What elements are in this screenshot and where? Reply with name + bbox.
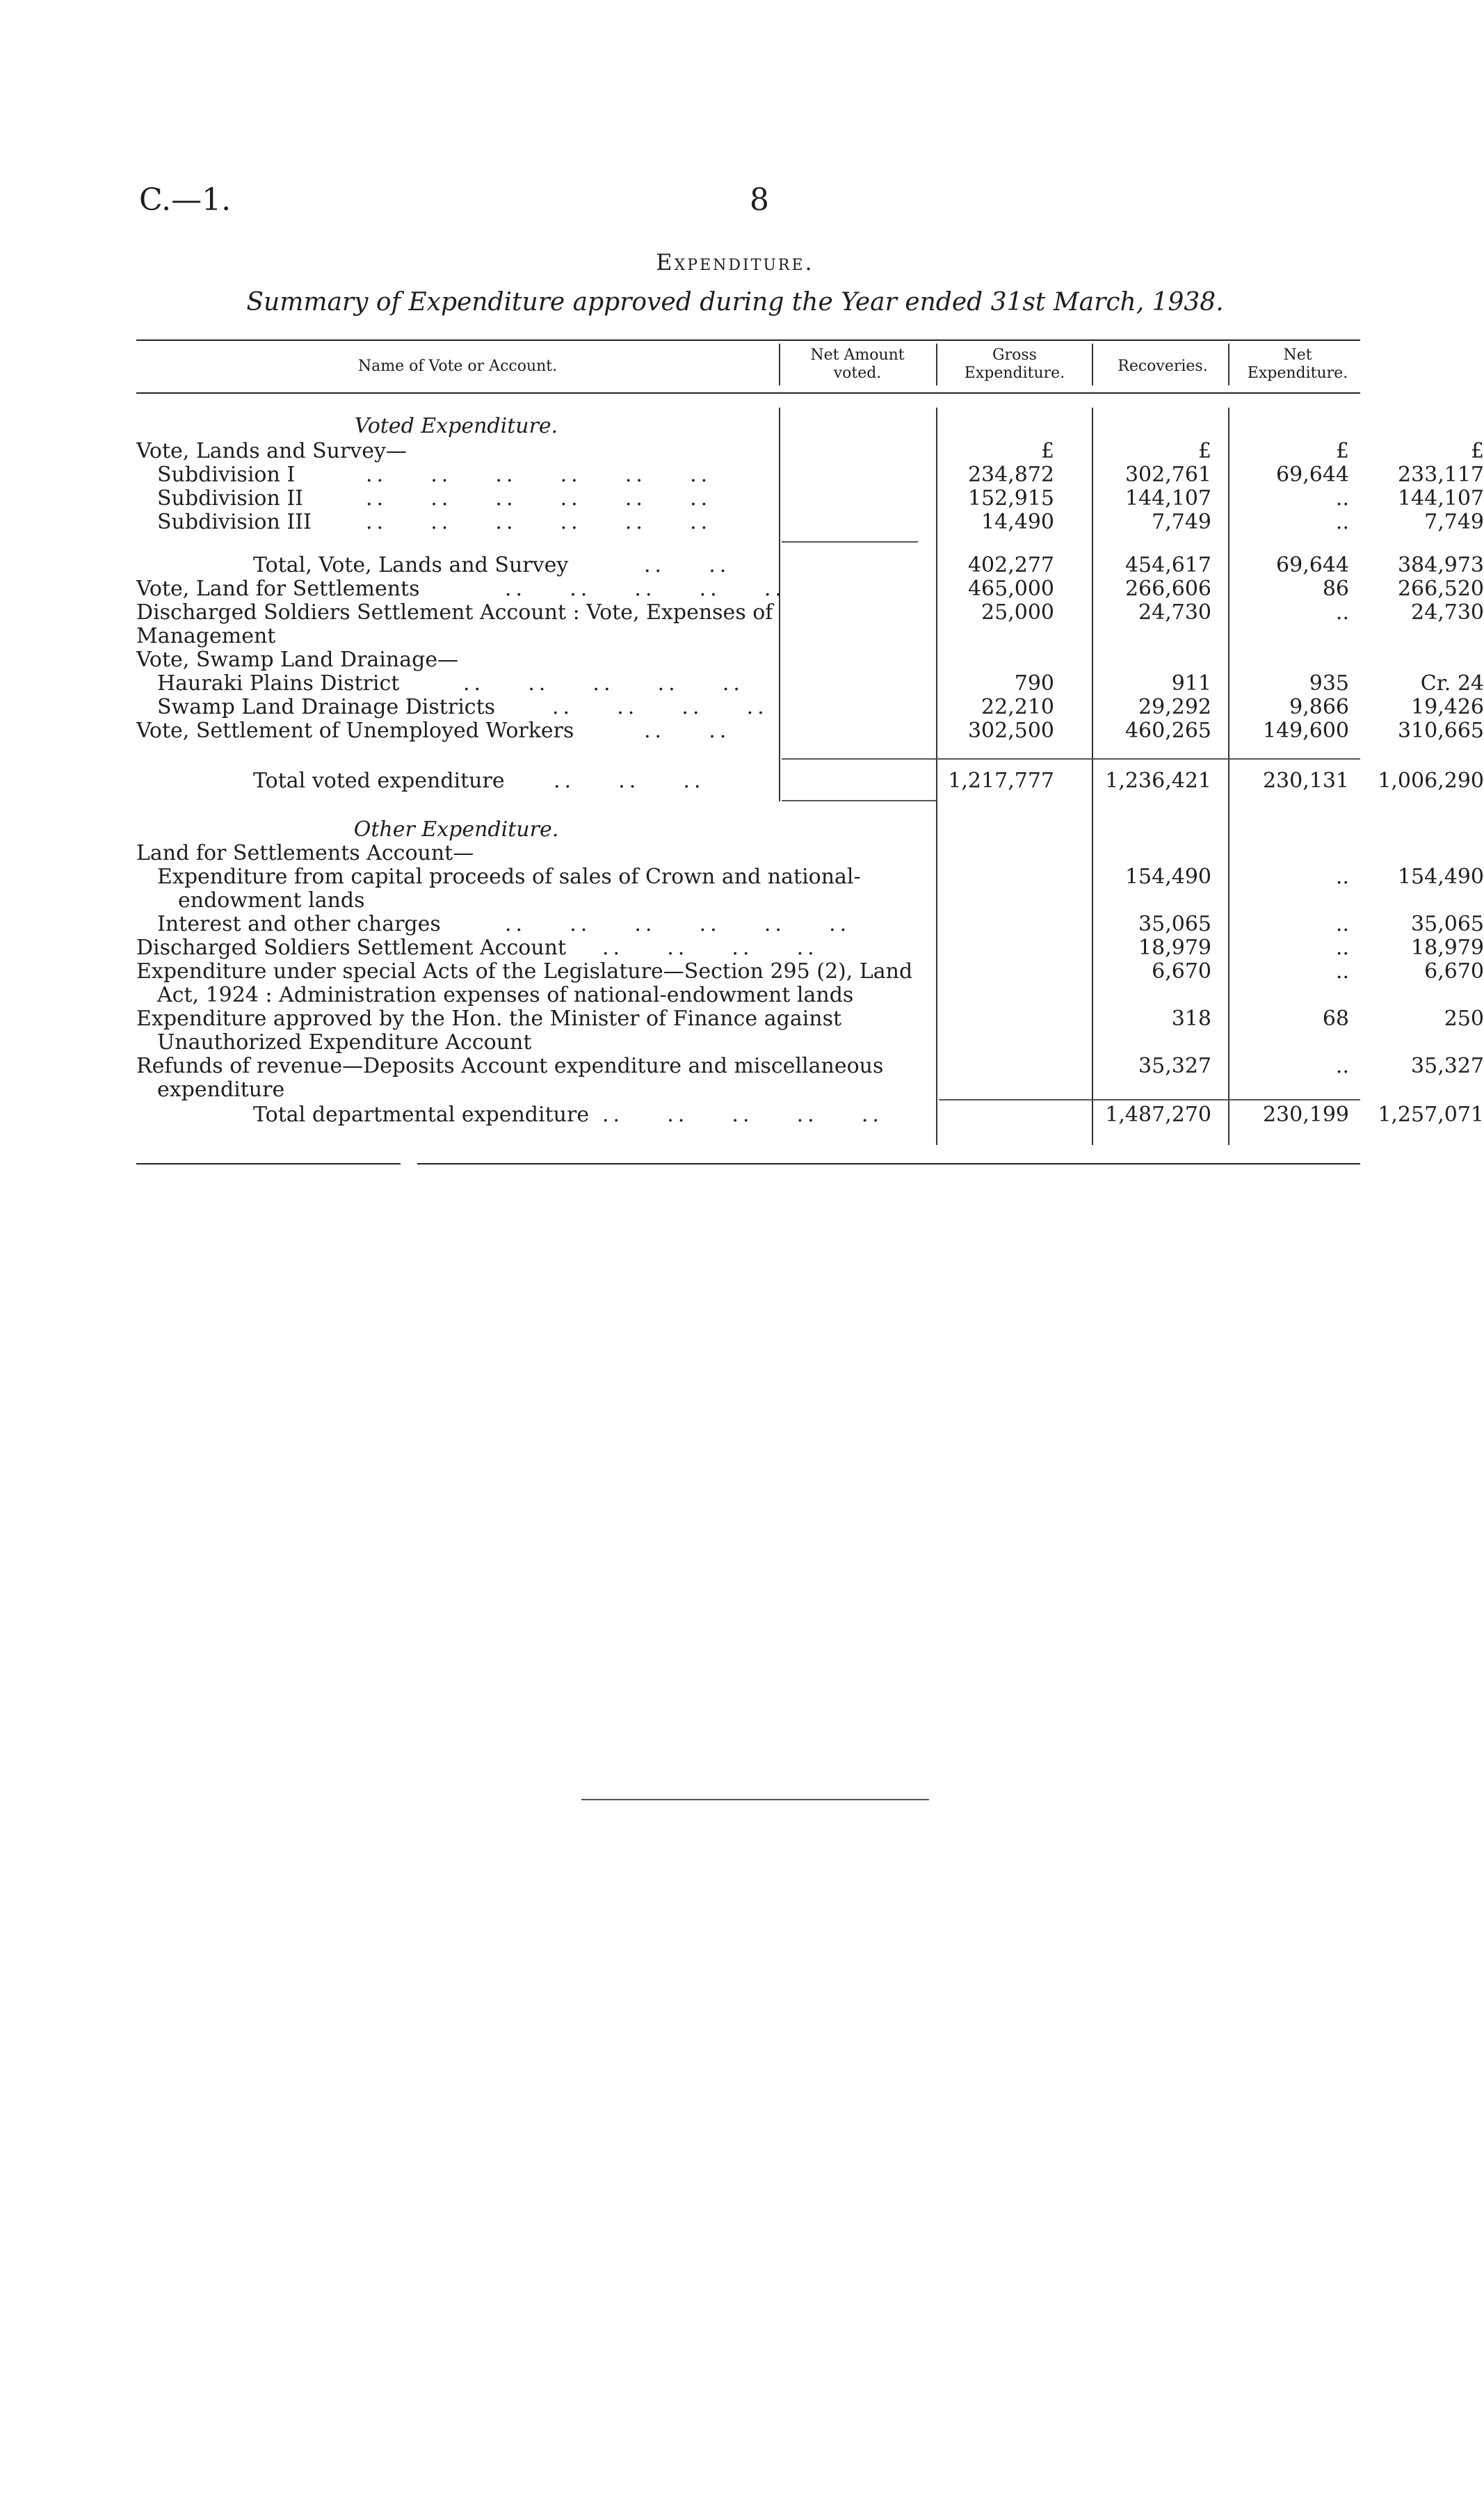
- table-row: [136, 865, 1484, 913]
- report-reference: C.—1.: [139, 182, 232, 218]
- gross-value: 266,606: [1124, 577, 1211, 601]
- recoveries-value: ..: [1335, 936, 1349, 960]
- table-row: [136, 1054, 1484, 1102]
- gross-value: 302,761: [1124, 463, 1211, 487]
- leader-dots: .. .. .. .. .. ..: [366, 463, 712, 487]
- table-row: [136, 463, 1484, 487]
- table-row: [136, 1007, 1484, 1055]
- gross-value: 460,265: [1124, 719, 1211, 743]
- net-voted-value: 234,872: [967, 463, 1054, 487]
- total-rule: [782, 758, 1360, 760]
- recoveries-value: ..: [1335, 510, 1349, 534]
- recoveries-value: ..: [1335, 486, 1349, 511]
- table-row: [136, 842, 1360, 865]
- row-label: Vote, Land for Settlements: [136, 577, 420, 601]
- page-title: Expenditure.: [656, 249, 814, 275]
- gross-value: 7,749: [1152, 510, 1211, 534]
- gross-value: 35,065: [1138, 912, 1211, 936]
- row-label: Interest and other charges: [157, 912, 441, 936]
- leader-dots: .. .. .. ..: [602, 936, 818, 960]
- net-expenditure-value: 384,973: [1397, 553, 1484, 577]
- net-expenditure-value: 250: [1444, 1007, 1484, 1031]
- column-header-net-exp-line1: Net: [1283, 346, 1312, 364]
- column-header-net-voted: [782, 346, 933, 383]
- net-expenditure-value: 310,665: [1397, 719, 1484, 743]
- net-voted-value: 152,915: [967, 486, 1054, 511]
- row-label: Subdivision I: [157, 463, 296, 487]
- column-rule-2-header: [936, 344, 937, 385]
- gross-value: 29,292: [1138, 695, 1211, 719]
- other-heading-row: [136, 818, 1360, 842]
- net-expenditure-value: 18,979: [1411, 936, 1484, 960]
- table-row: [136, 912, 1484, 936]
- leader-dots: .. .. .. .. ..: [505, 577, 786, 601]
- voted-total-row: [136, 769, 1484, 793]
- table-row: [136, 486, 1484, 511]
- recoveries-value: 149,600: [1262, 719, 1349, 743]
- gross-value: 18,979: [1138, 936, 1211, 960]
- net-voted-value: 465,000: [967, 577, 1054, 601]
- recoveries-value: 69,644: [1276, 553, 1349, 577]
- column-header-gross: [939, 346, 1090, 383]
- row-label-line1: Expenditure under special Acts of the Legislature—Section 295 (2), Land: [136, 959, 913, 984]
- column-header-name: [136, 358, 779, 376]
- column-header-recoveries: [1095, 358, 1231, 376]
- gross-value: 911: [1171, 671, 1211, 696]
- currency-symbol: £: [1197, 439, 1211, 463]
- table-row: [136, 936, 1484, 960]
- column-header-net-expenditure: [1232, 346, 1363, 383]
- table-bottom-rule-left: [136, 1163, 401, 1164]
- row-label: Vote, Lands and Survey—: [136, 439, 407, 463]
- other-heading: Other Expenditure.: [353, 817, 559, 842]
- column-header-gross-line2: Expenditure.: [964, 365, 1065, 382]
- gross-value: 318: [1171, 1007, 1211, 1031]
- table-row: [136, 510, 1484, 534]
- leader-dots: .. .. .. .. .. ..: [505, 912, 851, 936]
- table-top-rule: [136, 339, 1360, 341]
- table-row: [136, 553, 1484, 577]
- table-row: [136, 600, 1484, 648]
- row-label: Swamp Land Drainage Districts: [157, 695, 496, 719]
- gross-value: 24,730: [1138, 600, 1211, 625]
- recoveries-value: ..: [1335, 600, 1349, 625]
- row-label: Vote, Settlement of Unemployed Workers: [136, 719, 574, 743]
- net-voted-value: 1,217,777: [948, 769, 1054, 793]
- table-row: [136, 648, 1360, 672]
- row-label: Discharged Soldiers Settlement Account: [136, 936, 567, 960]
- recoveries-value: 69,644: [1276, 463, 1349, 487]
- leader-dots: .. .. .. .. .. ..: [366, 510, 712, 534]
- row-label-line2: Act, 1924 : Administration expenses of national-endowment lands: [157, 983, 854, 1007]
- column-header-net-exp-line2: Expenditure.: [1247, 365, 1348, 382]
- column-header-net-voted-line1: Net Amount: [810, 346, 905, 364]
- net-voted-value: 22,210: [981, 695, 1054, 719]
- recoveries-value: ..: [1335, 912, 1349, 936]
- leader-dots: .. .. ..: [554, 769, 705, 793]
- row-label-line1: Discharged Soldiers Settlement Account : Vote, Expenses of: [136, 600, 773, 625]
- row-label: Total voted expenditure: [253, 769, 505, 793]
- net-expenditure-value: 24,730: [1411, 600, 1484, 625]
- net-expenditure-value: Cr. 24: [1420, 671, 1484, 696]
- table-row: [136, 671, 1484, 696]
- net-expenditure-value: 233,117: [1397, 463, 1484, 487]
- gross-value: 6,670: [1152, 959, 1211, 984]
- page-number: 8: [750, 182, 769, 218]
- recoveries-value: ..: [1335, 959, 1349, 984]
- column-rule-4-header: [1228, 344, 1229, 385]
- row-label: Land for Settlements Account—: [136, 841, 474, 865]
- row-label: Subdivision III: [157, 510, 312, 534]
- net-expenditure-value: 266,520: [1397, 577, 1484, 601]
- table-caption: Summary of Expenditure approved during the Year ended 31st March, 1938.: [246, 288, 1224, 317]
- gross-value: 1,487,270: [1105, 1103, 1211, 1127]
- column-header-name-label: Name of Vote or Account.: [357, 358, 558, 375]
- row-label: Subdivision II: [157, 486, 304, 511]
- voted-total-underline: [782, 800, 936, 801]
- row-label-line2: Unauthorized Expenditure Account: [157, 1030, 532, 1055]
- table-row: [136, 959, 1484, 1007]
- leader-dots: .. .. .. ..: [552, 695, 768, 719]
- gross-value: 1,236,421: [1105, 769, 1211, 793]
- row-label: Total, Vote, Lands and Survey: [253, 553, 569, 577]
- recoveries-value: 9,866: [1289, 695, 1349, 719]
- currency-symbol: £: [1470, 439, 1484, 463]
- leader-dots: .. .. .. .. ..: [463, 671, 744, 696]
- leader-dots: .. ..: [644, 553, 731, 577]
- leader-dots: .. ..: [644, 719, 731, 743]
- leader-dots: .. .. .. .. ..: [602, 1103, 883, 1127]
- table-row: [136, 695, 1484, 719]
- net-voted-value: 25,000: [981, 600, 1054, 625]
- gross-value: 454,617: [1124, 553, 1211, 577]
- departmental-total-rule: [939, 1099, 1360, 1100]
- net-voted-value: 302,500: [967, 719, 1054, 743]
- recoveries-value: 68: [1322, 1007, 1349, 1031]
- net-voted-value: 402,277: [967, 553, 1054, 577]
- row-label-line2: endowment lands: [178, 888, 365, 913]
- voted-heading-row: [136, 415, 1360, 438]
- gross-value: 144,107: [1124, 486, 1211, 511]
- subtotal-rule: [782, 541, 918, 543]
- table-bottom-rule-right: [417, 1163, 1360, 1164]
- net-expenditure-value: 144,107: [1397, 486, 1484, 511]
- recoveries-value: 935: [1309, 671, 1349, 696]
- column-rule-3-header: [1092, 344, 1093, 385]
- row-label-line1: Refunds of revenue—Deposits Account expenditure and miscellaneous: [136, 1054, 884, 1078]
- gross-value: 154,490: [1124, 865, 1211, 889]
- column-header-recoveries-label: Recoveries.: [1118, 358, 1208, 375]
- net-voted-value: 790: [1014, 671, 1054, 696]
- recoveries-value: ..: [1335, 865, 1349, 889]
- recoveries-value: ..: [1335, 1054, 1349, 1078]
- row-label-line1: Expenditure approved by the Hon. the Minister of Finance against: [136, 1007, 842, 1031]
- currency-symbol: £: [1040, 439, 1054, 463]
- net-expenditure-value: 1,006,290: [1378, 769, 1484, 793]
- recoveries-value: 86: [1322, 577, 1349, 601]
- row-label: Vote, Swamp Land Drainage—: [136, 648, 459, 672]
- recoveries-value: 230,199: [1262, 1103, 1349, 1127]
- net-expenditure-value: 35,327: [1411, 1054, 1484, 1078]
- gross-value: 35,327: [1138, 1054, 1211, 1078]
- section-end-rule: [581, 1799, 929, 1800]
- net-voted-value: 14,490: [981, 510, 1054, 534]
- row-label: Total departmental expenditure: [253, 1103, 590, 1127]
- column-header-net-voted-line2: voted.: [833, 365, 882, 382]
- net-expenditure-value: 7,749: [1424, 510, 1484, 534]
- leader-dots: .. .. .. .. .. ..: [366, 486, 712, 511]
- column-header-gross-line1: Gross: [992, 346, 1037, 364]
- row-label-line1: Expenditure from capital proceeds of sales of Crown and national-: [157, 865, 861, 889]
- row-label: Hauraki Plains District: [157, 671, 400, 696]
- recoveries-value: 230,131: [1262, 769, 1349, 793]
- row-label-line2: expenditure: [157, 1078, 285, 1102]
- header-bottom-rule: [136, 392, 1360, 394]
- column-rule-1-header: [779, 344, 780, 385]
- net-expenditure-value: 35,065: [1411, 912, 1484, 936]
- net-expenditure-value: 154,490: [1397, 865, 1484, 889]
- net-expenditure-value: 1,257,071: [1378, 1103, 1484, 1127]
- net-expenditure-value: 19,426: [1411, 695, 1484, 719]
- departmental-total-row: [136, 1103, 1484, 1127]
- table-row: [136, 577, 1484, 601]
- currency-symbol: £: [1335, 439, 1349, 463]
- voted-heading: Voted Expenditure.: [354, 414, 558, 438]
- table-row: [136, 439, 1484, 463]
- row-label-line2: Management: [136, 624, 276, 648]
- net-expenditure-value: 6,670: [1424, 959, 1484, 984]
- table-row: [136, 719, 1484, 743]
